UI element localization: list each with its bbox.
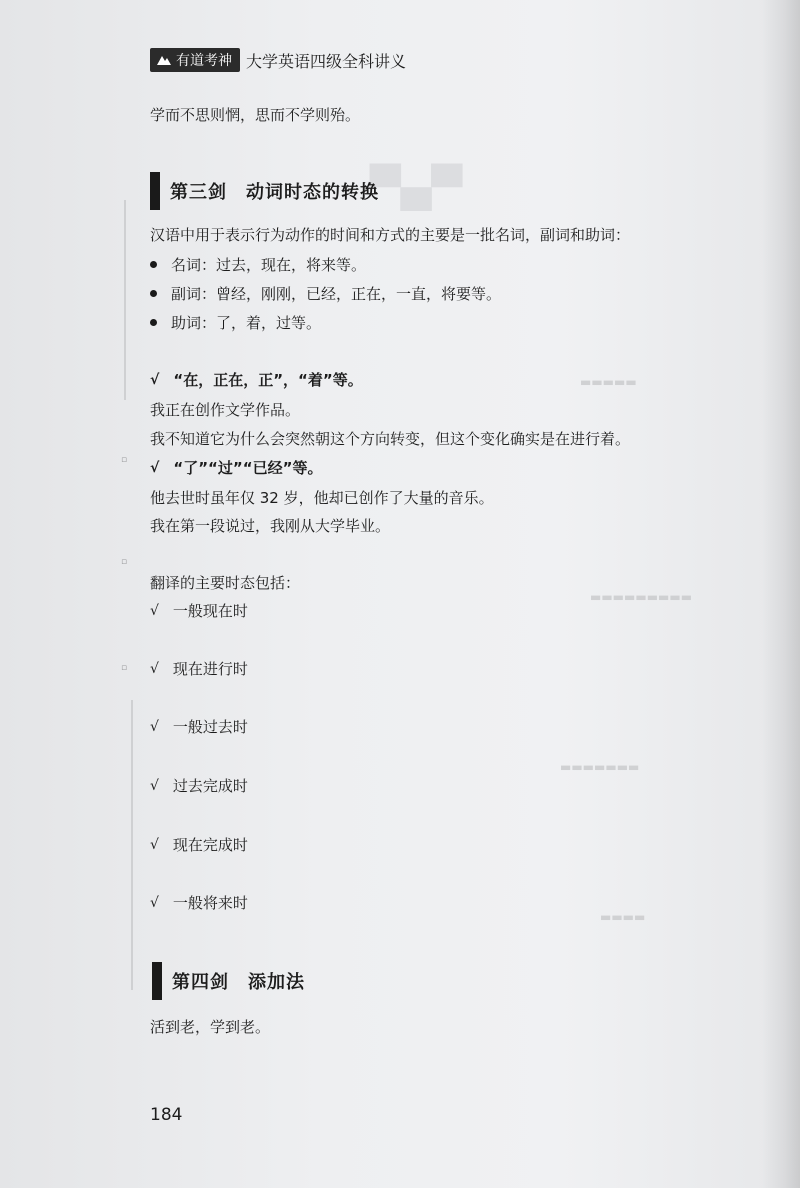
margin-rule: [124, 200, 126, 400]
tenses-lead: 翻译的主要时态包括：: [150, 574, 301, 592]
bullet-dot: [150, 290, 157, 297]
bleed-through-text: ▬▬▬▬: [600, 910, 646, 924]
group-title: “在，正在，正”，“着”等。: [173, 371, 363, 389]
list-item-text: 名词：过去，现在，将来等。: [171, 256, 367, 274]
list-item-text: 助词：了，着，过等。: [171, 314, 322, 332]
list-item: [150, 283, 501, 304]
margin-rule: [131, 700, 133, 990]
list-item: [150, 254, 366, 275]
book-title: 大学英语四级全科讲义: [246, 51, 407, 71]
bleed-through-text: ▬▬▬▬▬▬▬▬▬: [590, 590, 693, 604]
section-lead: 汉语中用于表示行为动作的时间和方式的主要是一批名词，副词和助词：: [150, 226, 631, 244]
section-heading-3: [150, 172, 379, 210]
check-mark-icon: √: [150, 660, 159, 677]
check-mark-icon: √: [150, 894, 159, 911]
margin-mark: ▫: [121, 663, 128, 673]
group-title: “了”“过”“已经”等。: [173, 459, 323, 477]
example-sentence: 他去世时虽年仅 32 岁，他却已创作了大量的音乐。: [150, 489, 494, 507]
check-mark-icon: √: [150, 602, 159, 619]
example-sentence: 活到老，学到老。: [150, 1018, 271, 1036]
tense-label: 一般过去时: [172, 718, 248, 736]
margin-mark: ▫: [121, 455, 128, 465]
bullet-dot: [150, 319, 157, 326]
logo-text: 有道考神: [176, 53, 232, 69]
tense-item: [150, 658, 248, 679]
check-mark-icon: √: [150, 718, 159, 735]
check-mark-icon: √: [150, 777, 159, 794]
owl-logo-icon: [156, 53, 172, 67]
tense-label: 现在进行时: [172, 660, 248, 678]
list-item-text: 副词：曾经，刚刚，已经，正在，一直，将要等。: [171, 285, 502, 303]
running-header: [150, 48, 406, 72]
bleed-through-heading: ▀▄▀: [370, 165, 463, 211]
group-heading: [150, 457, 323, 478]
section-title: 第三剑 动词时态的转换: [170, 182, 379, 203]
check-mark-icon: √: [150, 836, 159, 853]
example-sentence: 我在第一段说过，我刚从大学毕业。: [150, 517, 391, 535]
example-sentence: 我正在创作文学作品。: [150, 401, 301, 419]
check-mark-icon: √: [150, 459, 160, 476]
tense-item: [150, 834, 248, 855]
page-number: 184: [150, 1105, 183, 1125]
tense-label: 一般将来时: [172, 894, 248, 912]
section-heading-4: [152, 962, 305, 1000]
heading-bar: [150, 172, 160, 210]
example-sentence: 我不知道它为什么会突然朝这个方向转变，但这个变化确实是在进行着。: [150, 430, 631, 448]
bullet-dot: [150, 261, 157, 268]
group-heading: [150, 369, 363, 390]
page-edge-shadow: [762, 0, 800, 1188]
tense-item: [150, 600, 248, 621]
list-item: [150, 312, 321, 333]
tense-label: 一般现在时: [172, 602, 248, 620]
tense-label: 现在完成时: [172, 836, 248, 854]
heading-bar: [152, 962, 162, 1000]
tense-item: [150, 892, 248, 913]
section-title: 第四剑 添加法: [172, 972, 305, 993]
tense-label: 过去完成时: [172, 777, 248, 795]
bleed-through-text: ▬▬▬▬▬: [580, 375, 637, 389]
tense-item: [150, 775, 248, 796]
check-mark-icon: √: [150, 371, 160, 388]
tense-item: [150, 716, 248, 737]
publisher-logo: [150, 48, 240, 72]
intro-quote: 学而不思则惘，思而不学则殆。: [150, 106, 361, 124]
margin-mark: ▫: [121, 557, 128, 567]
bleed-through-text: ▬▬▬▬▬▬▬: [560, 760, 640, 774]
